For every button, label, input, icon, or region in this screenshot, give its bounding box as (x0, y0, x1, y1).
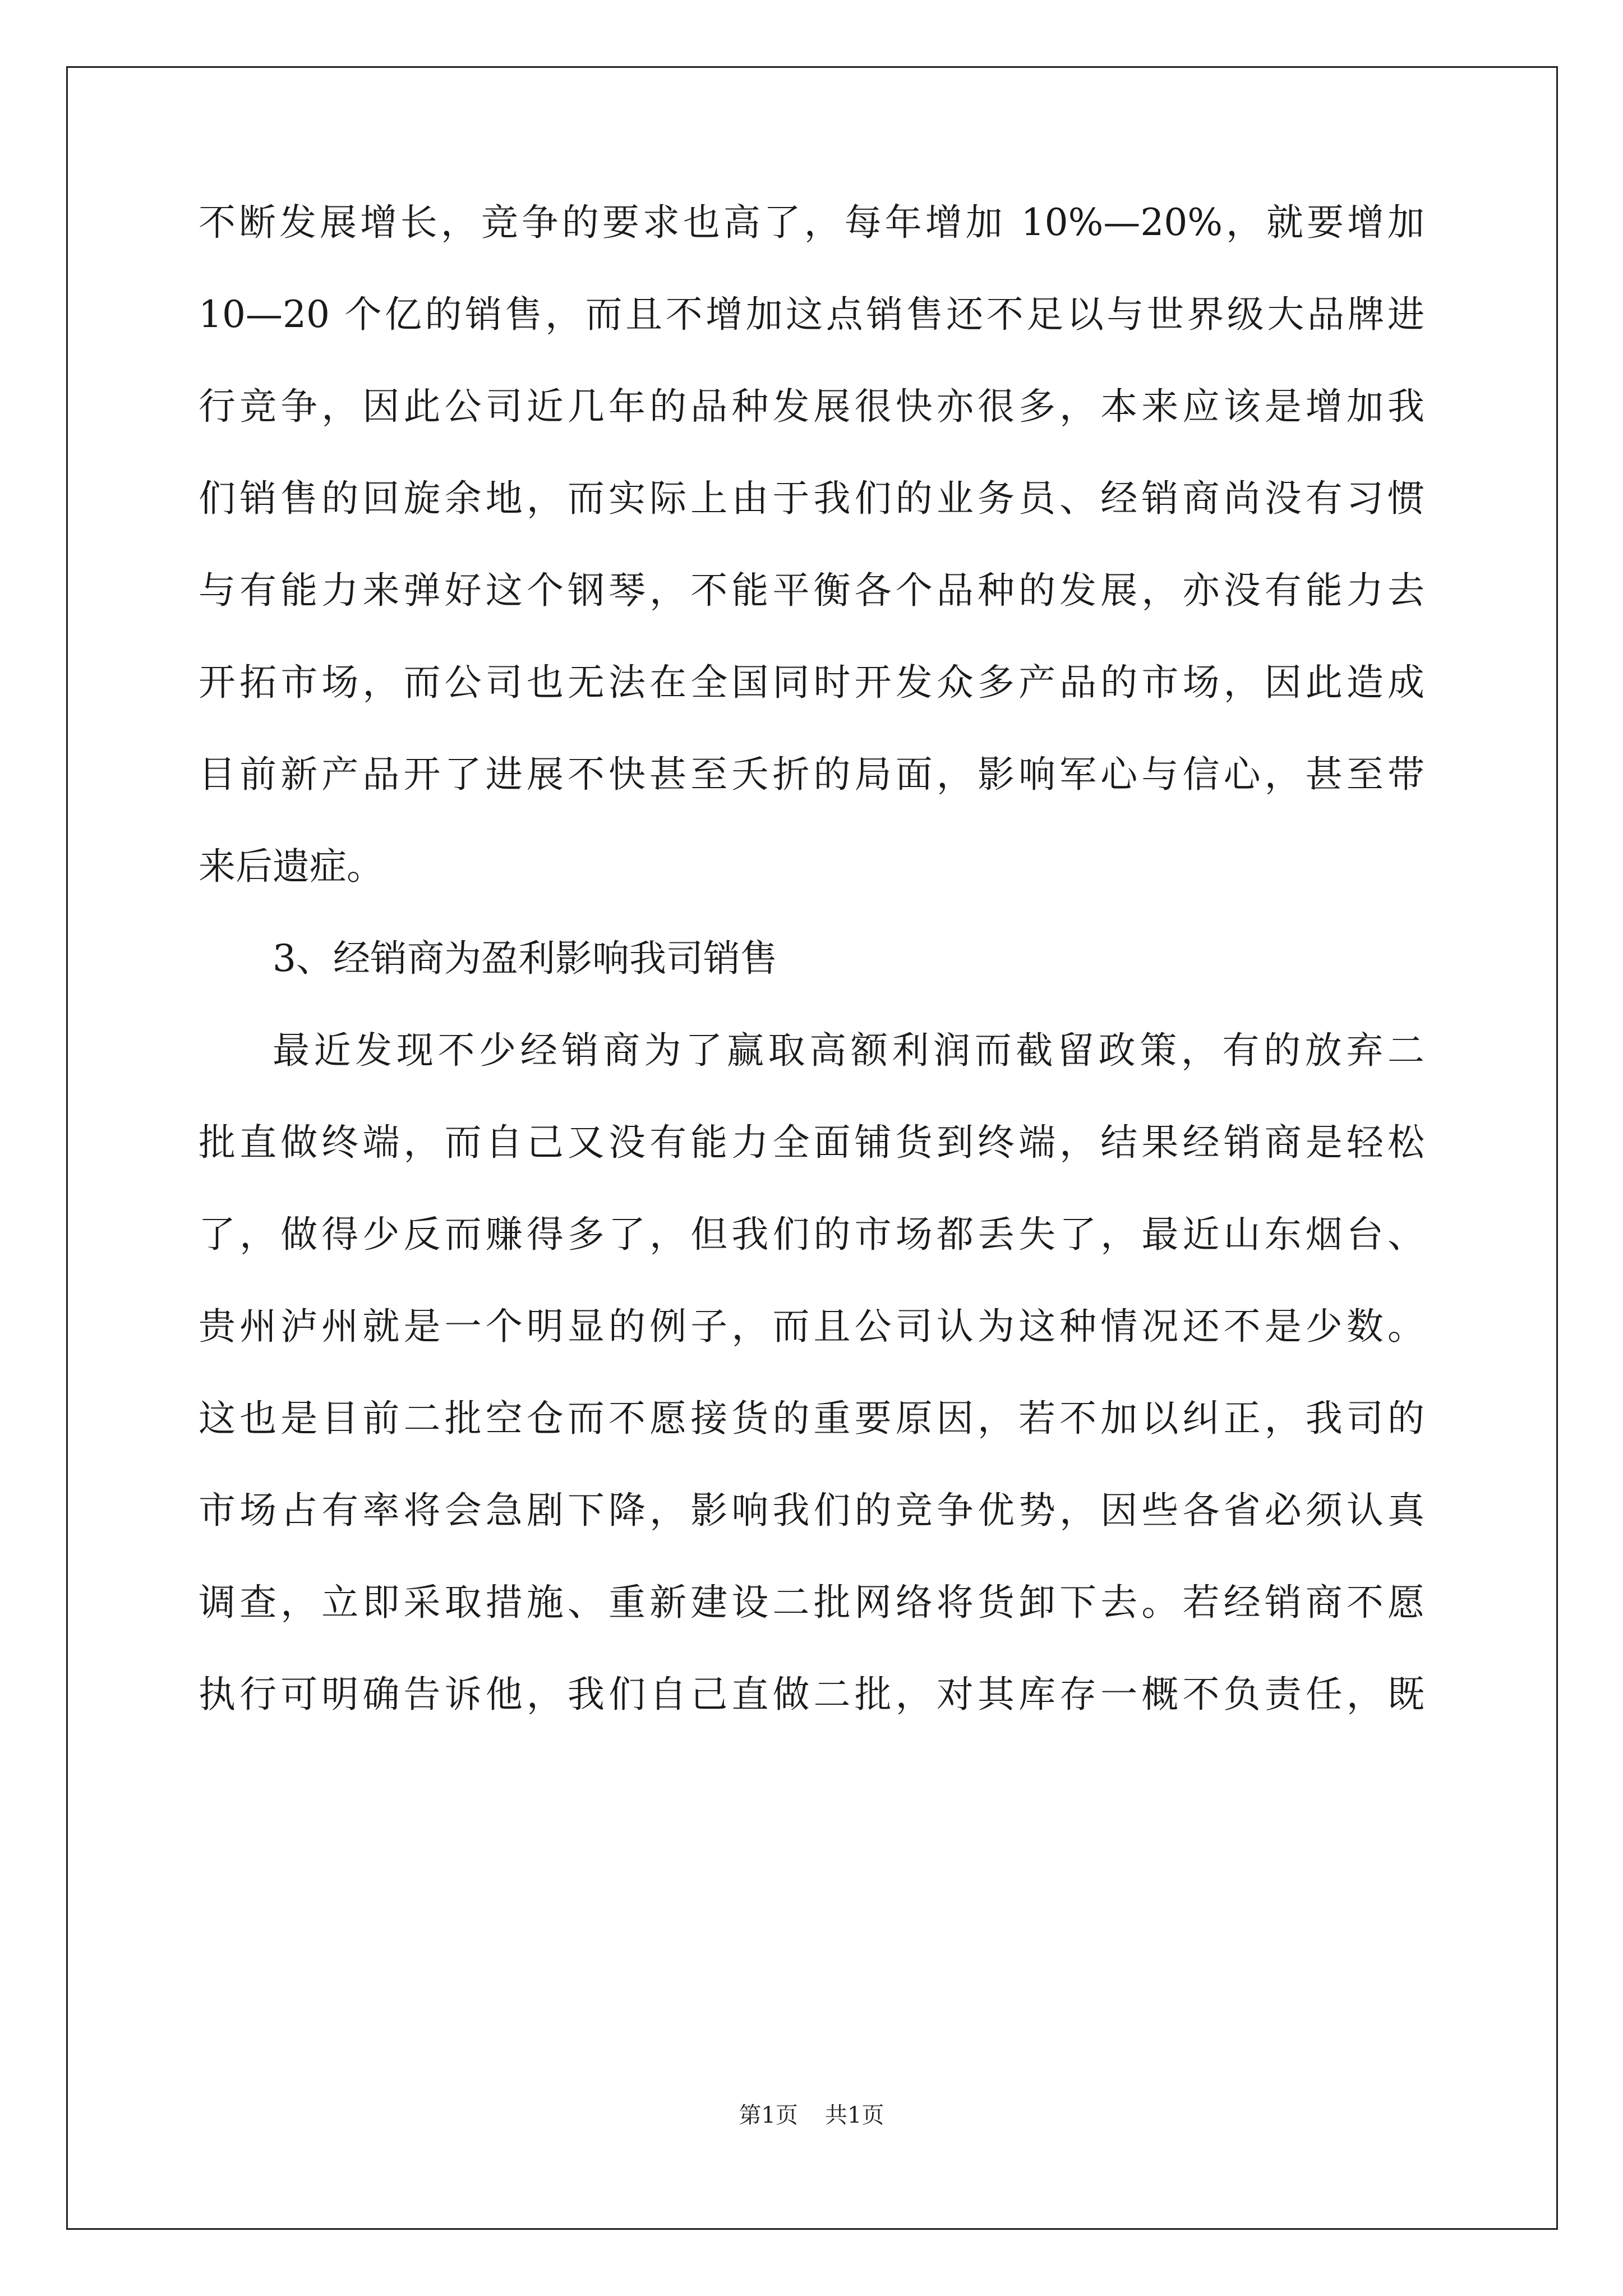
text-line: 调查，立即采取措施、重新建设二批网络将货卸下去。若经销商不愿 (199, 1581, 1424, 1624)
text-line: 目前新产品开了进展不快甚至夭折的局面，影响军心与信心，甚至带 (199, 753, 1424, 796)
text-line: 贵州泸州就是一个明显的例子，而且公司认为这种情况还不是少数。 (199, 1305, 1424, 1348)
text-line: 执行可明确告诉他，我们自己直做二批，对其库存一概不负责任，既 (199, 1673, 1424, 1716)
text-line: 了，做得少反而赚得多了，但我们的市场都丢失了，最近山东烟台、 (199, 1213, 1424, 1256)
text-line: 们销售的回旋余地，而实际上由于我们的业务员、经销商尚没有习惯 (199, 477, 1424, 520)
section-heading: 3、经销商为盈利影响我司销售 (273, 937, 777, 980)
text-line: 批直做终端，而自己又没有能力全面铺货到终端，结果经销商是轻松 (199, 1121, 1424, 1164)
paragraph-first-line: 最近发现不少经销商为了赢取高额利润而截留政策，有的放弃二 (273, 1029, 1424, 1072)
text-line: 这也是目前二批空仓而不愿接货的重要原因，若不加以纠正，我司的 (199, 1397, 1424, 1440)
document-body (199, 201, 1424, 1768)
text-line: 不断发展增长，竞争的要求也高了，每年增加 10%—20%，就要增加 (199, 201, 1424, 244)
text-line: 行竞争，因此公司近几年的品种发展很快亦很多，本来应该是增加我 (199, 385, 1424, 428)
text-line: 市场占有率将会急剧下降，影响我们的竞争优势，因些各省必须认真 (199, 1489, 1424, 1532)
page-footer (0, 2104, 1623, 2127)
text-line: 10—20 个亿的销售，而且不增加这点销售还不足以与世界级大品牌进 (199, 293, 1424, 336)
page-number: 第1页 (739, 2102, 798, 2128)
text-line: 开拓市场，而公司也无法在全国同时开发众多产品的市场，因此造成 (199, 661, 1424, 704)
text-line: 与有能力来弹好这个钢琴，不能平衡各个品种的发展，亦没有能力去 (199, 569, 1424, 612)
text-line: 来后遗症。 (199, 845, 384, 888)
page-total: 共1页 (825, 2102, 884, 2128)
